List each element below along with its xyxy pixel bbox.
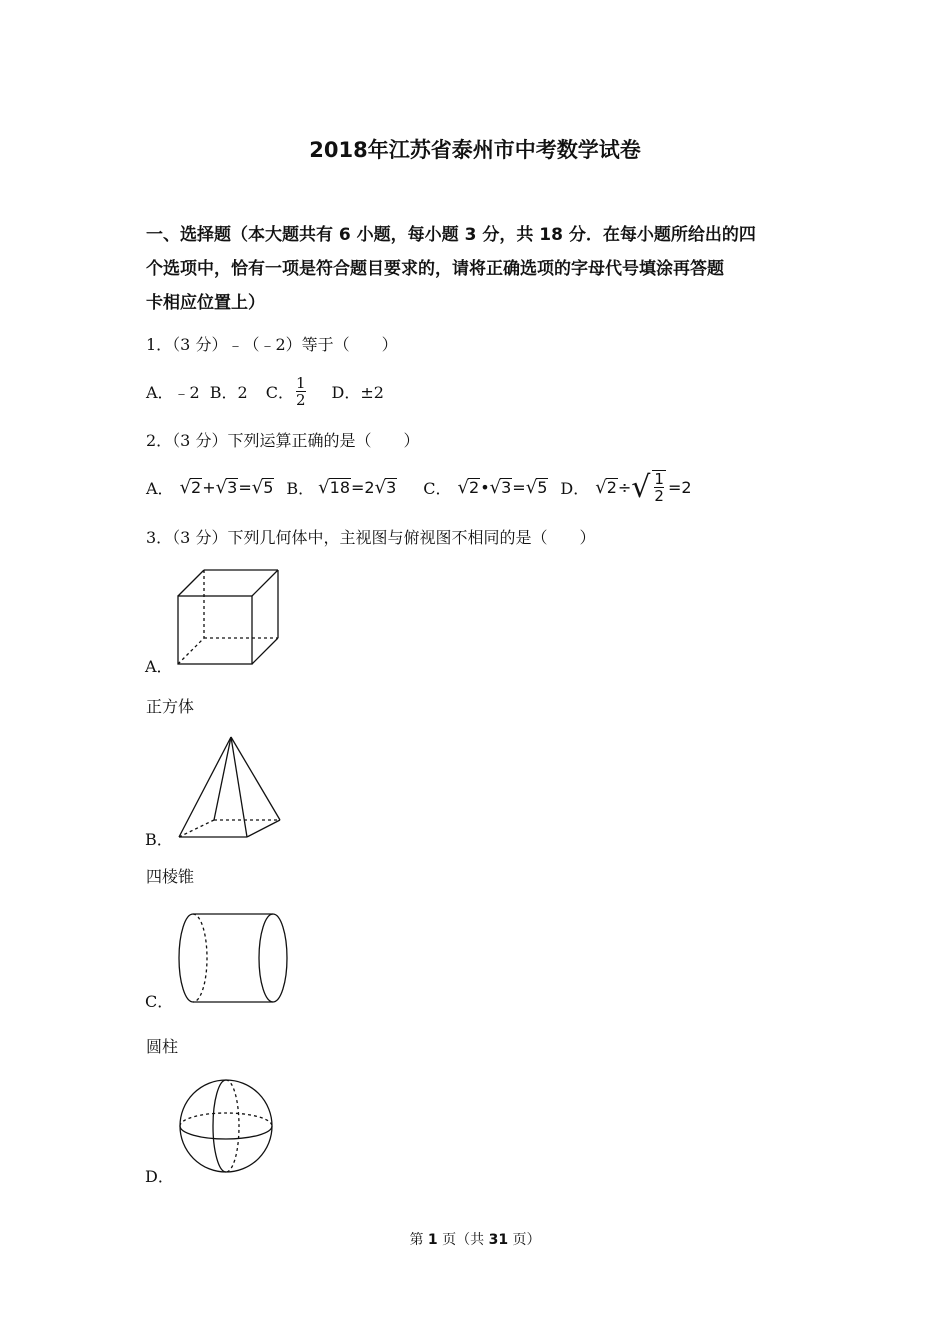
option-b-label: B． — [145, 830, 173, 849]
fraction — [296, 375, 306, 408]
option-b-expression — [318, 477, 397, 498]
radical-icon: √ — [374, 476, 387, 498]
radical-icon: √ — [631, 469, 651, 505]
cylinder-figure — [176, 910, 292, 1006]
sphere-figure — [176, 1076, 276, 1176]
radicand: 5 — [263, 477, 274, 497]
option-c-label: C． — [423, 478, 452, 498]
section-heading — [146, 218, 816, 320]
option-d-label: D． — [145, 1167, 174, 1186]
radical-icon: √ — [595, 476, 607, 498]
cube-figure — [176, 568, 282, 668]
operator: =2 — [351, 477, 375, 497]
radical-icon: √ — [179, 476, 192, 498]
page-number: 1 — [427, 1232, 438, 1248]
radicand: 2 — [469, 477, 480, 497]
radical-icon: √ — [525, 476, 538, 498]
question-2-options — [146, 466, 692, 508]
page-title: 2018年江苏省泰州市中考数学试卷 — [309, 138, 641, 162]
option-a-caption: 正方体 — [146, 697, 195, 716]
radicand: 2 — [191, 477, 202, 497]
question-1-stem: 1．（3 分）﹣（﹣2）等于（ ） — [146, 335, 398, 354]
footer-text: 第 — [409, 1232, 428, 1248]
radicand: 3 — [501, 477, 512, 497]
radicand: 2 — [606, 477, 617, 497]
option-a-label: A． — [146, 478, 174, 498]
radicand: 3 — [227, 477, 238, 497]
radical-icon: √ — [215, 476, 228, 498]
option-c-label: C． — [145, 992, 174, 1011]
question-1-options — [146, 372, 384, 410]
option-c — [266, 375, 308, 408]
option-d-label: D． — [560, 478, 590, 498]
option-d-expression — [595, 470, 691, 505]
operator: • — [480, 477, 490, 497]
operator: = — [238, 477, 252, 497]
option-c-expression — [458, 477, 549, 498]
footer-text: 页） — [508, 1232, 541, 1248]
section-heading-line: 一、选择题（本大题共有 6 小题，每小题 3 分，共 18 分．在每小题所给出的四 — [146, 225, 756, 245]
numerator: 1 — [654, 470, 664, 488]
question-3-stem: 3．（3 分）下列几何体中，主视图与俯视图不相同的是（ ） — [146, 528, 596, 547]
operator: + — [202, 477, 216, 497]
page-footer — [0, 1229, 950, 1249]
footer-text: 页（共 — [437, 1232, 489, 1248]
option-a: A．﹣2 — [146, 382, 200, 402]
operator: =2 — [667, 477, 692, 497]
option-a-label: A． — [145, 657, 173, 676]
radical-icon: √ — [251, 476, 264, 498]
radicand: 5 — [537, 477, 548, 497]
question-2-stem: 2．（3 分）下列运算正确的是（ ） — [146, 431, 420, 450]
numerator: 1 — [295, 373, 306, 392]
radical-icon: √ — [489, 476, 502, 498]
option-b-label: B． — [286, 478, 315, 498]
denominator: 2 — [654, 487, 664, 505]
denominator: 2 — [295, 390, 306, 409]
fraction — [652, 470, 666, 504]
option-b-caption: 四棱锥 — [146, 867, 195, 886]
page-total: 31 — [488, 1232, 509, 1248]
radicand: 18 — [329, 477, 350, 497]
section-heading-line: 个选项中，恰有一项是符合题目要求的，请将正确选项的字母代号填涂再答题 — [146, 259, 724, 279]
radical-icon: √ — [318, 476, 330, 498]
option-c-label: C． — [265, 382, 294, 402]
pyramid-figure — [176, 734, 284, 840]
operator: = — [512, 477, 526, 497]
operator: ÷ — [617, 477, 632, 497]
option-a-expression — [180, 477, 275, 498]
option-b: B．2 — [209, 382, 248, 402]
section-heading-line: 卡相应位置上） — [146, 293, 265, 313]
option-d: D．±2 — [331, 382, 384, 402]
radicand: 3 — [386, 477, 397, 497]
option-c-caption: 圆柱 — [146, 1037, 179, 1056]
radical-icon: √ — [457, 476, 469, 498]
